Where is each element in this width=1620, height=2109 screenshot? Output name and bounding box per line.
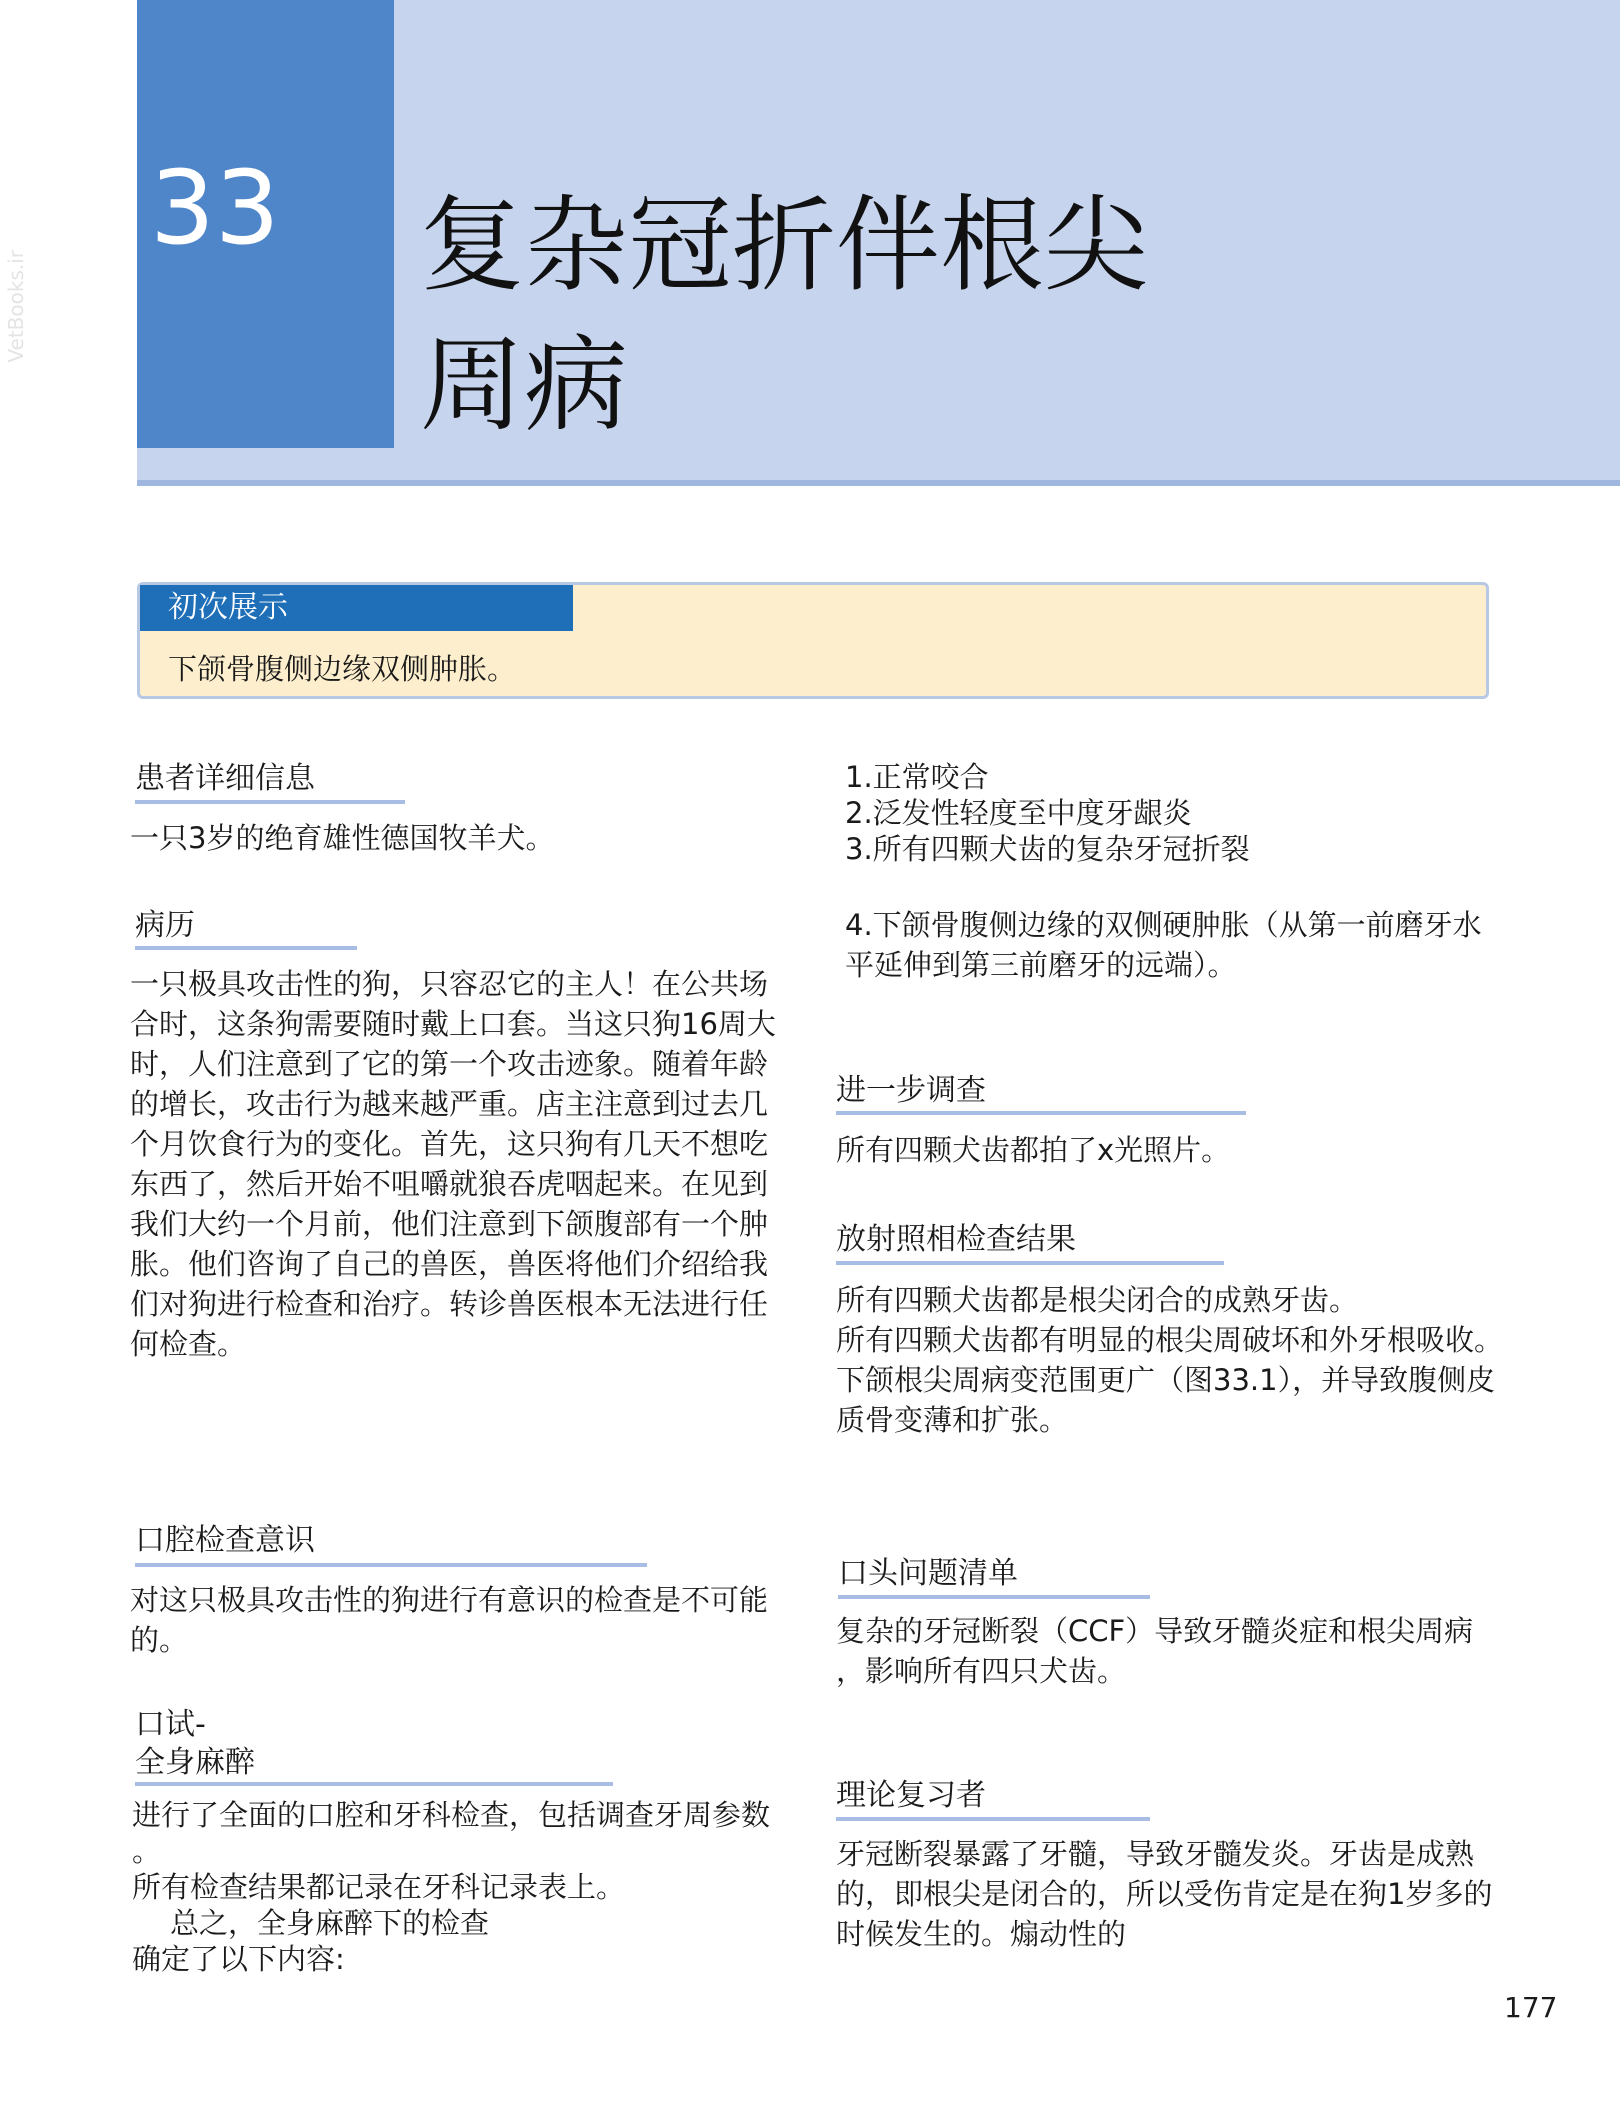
ga-exam-para2: 所有检查结果都记录在牙科记录表上。 <box>132 1870 626 1904</box>
finding-item-4: 4.下颌骨腹侧边缘的双侧硬肿胀（从第一前磨牙水平延伸到第三前磨牙的远端）。 <box>845 908 1482 982</box>
ga-exam-para3-line1: 总之，全身麻醉下的检查 <box>170 1906 490 1940</box>
ga-exam-heading-line1: 口试- <box>135 1707 206 1742</box>
theory-refresher-text: 牙冠断裂暴露了牙髓，导致牙髓发炎。牙齿是成熟的，即根尖是闭合的，所以受伤肯定是在狗1岁多的时候发生的。煽动性的 <box>836 1837 1493 1951</box>
ga-exam-para3-line2: 确定了以下内容: <box>132 1942 345 1976</box>
history-rule <box>135 946 357 950</box>
chapter-title-line2: 周病 <box>420 324 629 446</box>
problem-list-rule <box>838 1595 1150 1599</box>
patient-details-rule <box>135 800 405 804</box>
theory-refresher-heading: 理论复习者 <box>836 1778 986 1813</box>
ga-exam-heading-line2: 全身麻醉 <box>135 1745 255 1780</box>
radiographic-findings-para1: 所有四颗犬齿都是根尖闭合的成熟牙齿。 <box>836 1283 1359 1317</box>
further-investigations-heading: 进一步调查 <box>836 1073 986 1108</box>
history-text: 一只极具攻击性的狗，只容忍它的主人！在公共场合时，这条狗需要随时戴上口套。当这只狗16周大时，人们注意到了它的第一个攻击迹象。随着年龄的增长，攻击行为越来越严重。店主注意到过去几个月饮食行为的变化。首先，这只狗有几天不想吃东西了，然后开始不咀嚼就狼吞虎咽起来。在见到我们大约一个月前，他们注意到下颌腹部有一个肿胀。他们咨询了自己的兽医，兽医将他们介绍给我们对狗进行检查和治疗。转诊兽医根本无法进行任何检查。 <box>130 967 776 1361</box>
ga-exam-para1-line2: 。 <box>132 1834 162 1868</box>
ga-exam-heading <box>135 1706 255 1782</box>
finding-item-1: 1.正常咬合 <box>845 760 989 794</box>
findings-list <box>845 759 1485 867</box>
radiographic-findings-rule <box>836 1261 1224 1265</box>
ga-exam-para1-line1: 进行了全面的口腔和牙科检查，包括调查牙周参数 <box>132 1798 771 1832</box>
page-number: 177 <box>1504 1991 1558 2024</box>
problem-list-text <box>836 1611 1516 1691</box>
chapter-number: 33 <box>150 149 280 268</box>
initial-presentation-label: 初次展示 <box>140 585 573 631</box>
finding-item-3: 3.所有四颗犬齿的复杂牙冠折裂 <box>845 832 1250 866</box>
conscious-exam-rule <box>135 1563 647 1567</box>
history-heading: 病历 <box>135 908 195 943</box>
patient-details-text: 一只3岁的绝育雄性德国牧羊犬。 <box>130 821 555 855</box>
header-divider <box>137 480 1620 486</box>
initial-presentation-box <box>137 582 1489 699</box>
chapter-title-line1: 复杂冠折伴根尖 <box>420 184 1149 306</box>
patient-details-heading: 患者详细信息 <box>135 761 315 796</box>
watermark: VetBooks.ir <box>4 250 28 363</box>
problem-list-line1: 复杂的牙冠断裂（CCF）导致牙髓炎症和根尖周病 <box>836 1614 1474 1648</box>
conscious-exam-text: 对这只极具攻击性的狗进行有意识的检查是不可能的。 <box>130 1583 769 1657</box>
ga-exam-rule <box>135 1782 613 1786</box>
problem-list-heading: 口头问题清单 <box>838 1556 1018 1591</box>
radiographic-findings-heading: 放射照相检查结果 <box>836 1222 1076 1257</box>
conscious-exam-heading: 口腔检查意识 <box>135 1523 315 1558</box>
radiographic-findings-text <box>836 1280 1506 1440</box>
theory-refresher-rule <box>836 1817 1150 1821</box>
ga-exam-text <box>132 1797 812 1977</box>
further-investigations-rule <box>836 1111 1246 1115</box>
initial-presentation-text: 下颌骨腹侧边缘双侧肿胀。 <box>168 652 517 686</box>
radiographic-findings-para2: 所有四颗犬齿都有明显的根尖周破坏和外牙根吸收。下颌根尖周病变范围更广（图33.1），并导致腹侧皮质骨变薄和扩张。 <box>836 1323 1504 1437</box>
chapter-title <box>420 175 1420 455</box>
problem-list-line2: ，影响所有四只犬齿。 <box>836 1654 1127 1688</box>
further-investigations-text: 所有四颗犬齿都拍了x光照片。 <box>836 1133 1231 1167</box>
finding-item-2: 2.泛发性轻度至中度牙龈炎 <box>845 796 1192 830</box>
